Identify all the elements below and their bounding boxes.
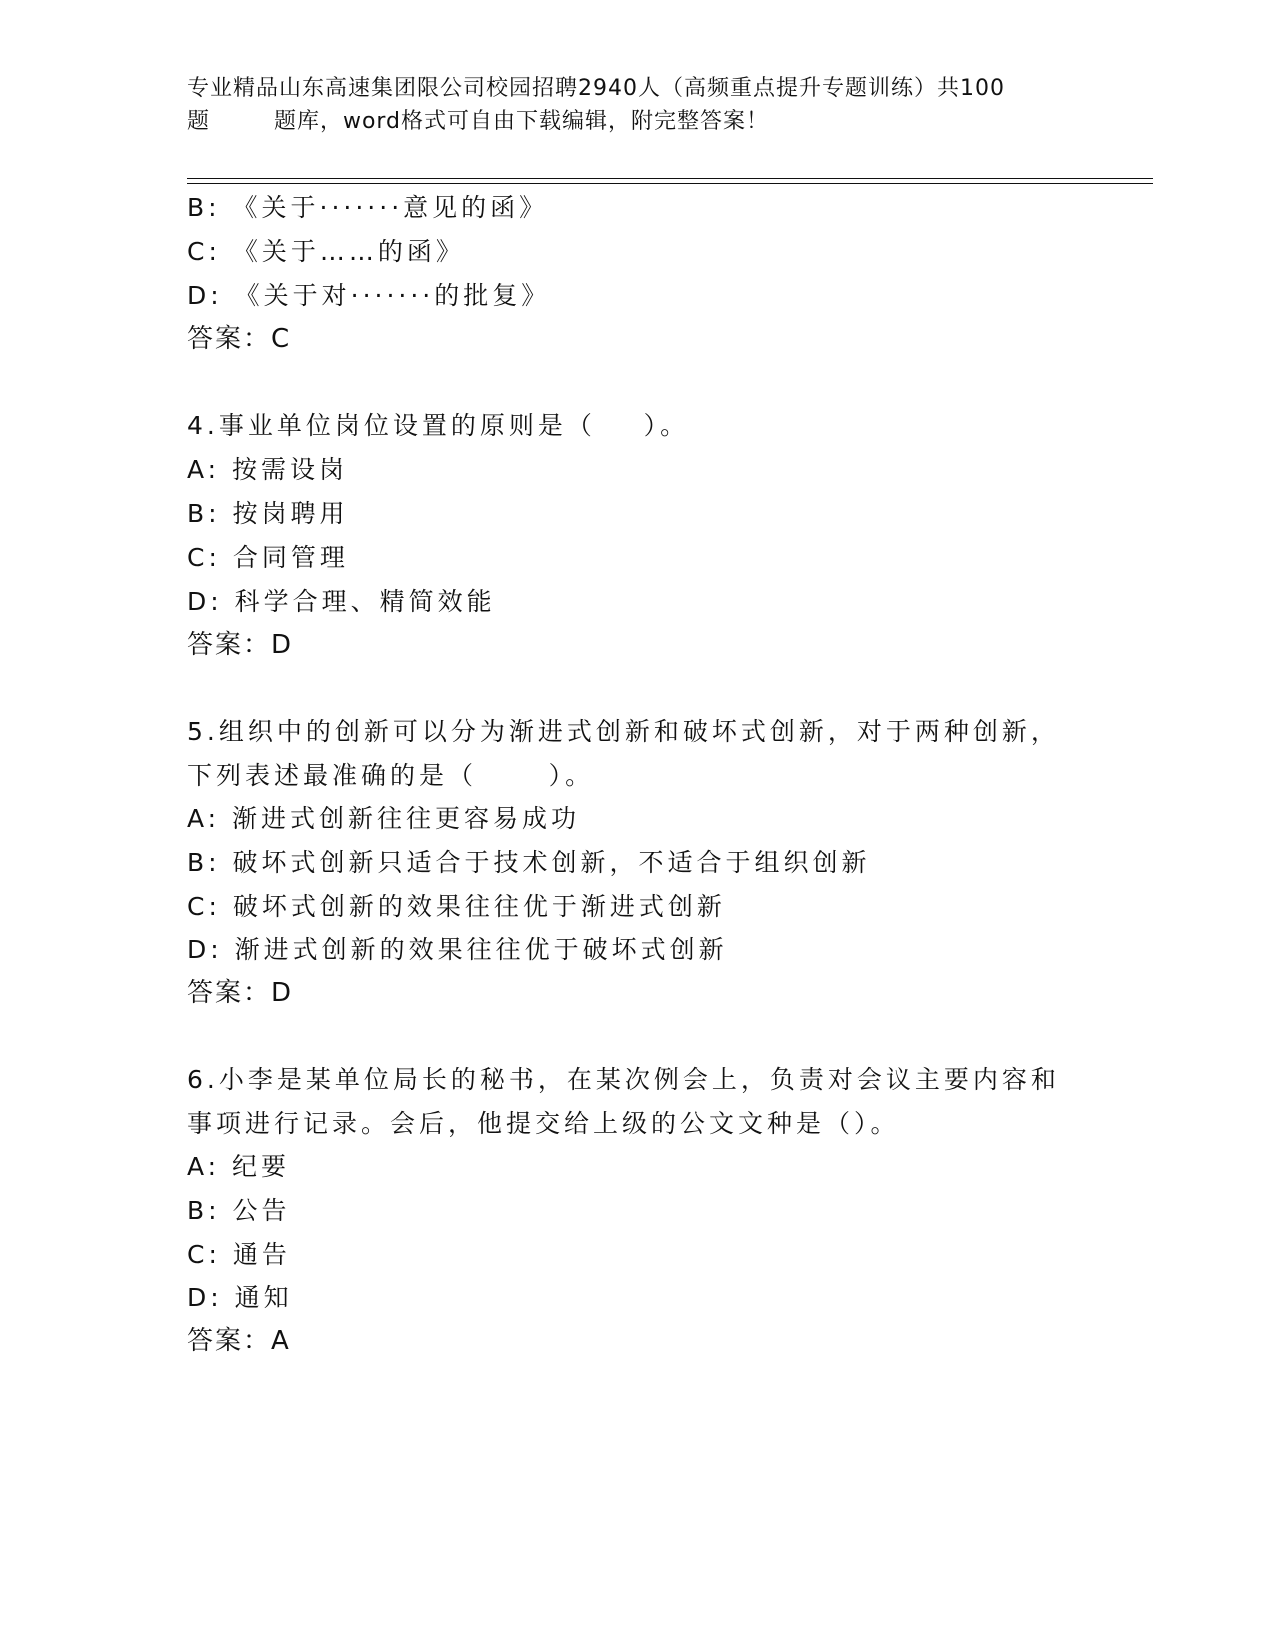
q4-option-c: C: 合同管理 [187,543,349,572]
q3-answer: 答案：C [187,324,292,354]
page-header [187,72,1087,138]
q3-option-d: D: 《关于对·······的批复》 [187,281,551,310]
header-divider-top [187,178,1153,179]
q4-option-d: D: 科学合理、精简效能 [187,587,496,616]
q6-option-c: C: 通告 [187,1240,291,1269]
q5-option-b: B: 破坏式创新只适合于技术创新，不适合于组织创新 [187,848,871,877]
header-title-line-1: 专业精品山东高速集团限公司校园招聘2940人（高频重点提升专题训练）共100 [187,76,1005,101]
q6-answer: 答案：A [187,1326,291,1356]
q4-stem: 4.事业单位岗位设置的原则是（ ）。 [187,411,690,440]
header-divider-bottom [187,183,1153,184]
q4-option-a: A: 按需设岗 [187,455,349,484]
q5-option-c: C: 破坏式创新的效果往往优于渐进式创新 [187,892,726,921]
q5-option-d: D: 渐进式创新的效果往往优于破坏式创新 [187,935,728,964]
q3-option-c: C: 《关于……的函》 [187,237,465,266]
q5-stem-line-2: 下列表述最准确的是（ ）。 [187,761,595,790]
q6-option-d: D: 通知 [187,1283,293,1312]
q6-option-b: B: 公告 [187,1196,291,1225]
q4-answer: 答案：D [187,630,294,660]
header-title-line-2: 题 题库，word格式可自由下载编辑，附完整答案！ [187,109,770,134]
q5-stem-line-1: 5.组织中的创新可以分为渐进式创新和破坏式创新，对于两种创新， [187,717,1060,746]
q3-option-b: B: 《关于·······意见的函》 [187,193,549,222]
q6-option-a: A: 纪要 [187,1152,291,1181]
q5-option-a: A: 渐进式创新往往更容易成功 [187,804,581,833]
q6-stem-line-2: 事项进行记录。会后，他提交给上级的公文文种是（）。 [187,1109,900,1138]
q5-answer: 答案：D [187,978,294,1008]
q4-option-b: B: 按岗聘用 [187,499,349,528]
q6-stem-line-1: 6.小李是某单位局长的秘书，在某次例会上，负责对会议主要内容和 [187,1065,1060,1094]
